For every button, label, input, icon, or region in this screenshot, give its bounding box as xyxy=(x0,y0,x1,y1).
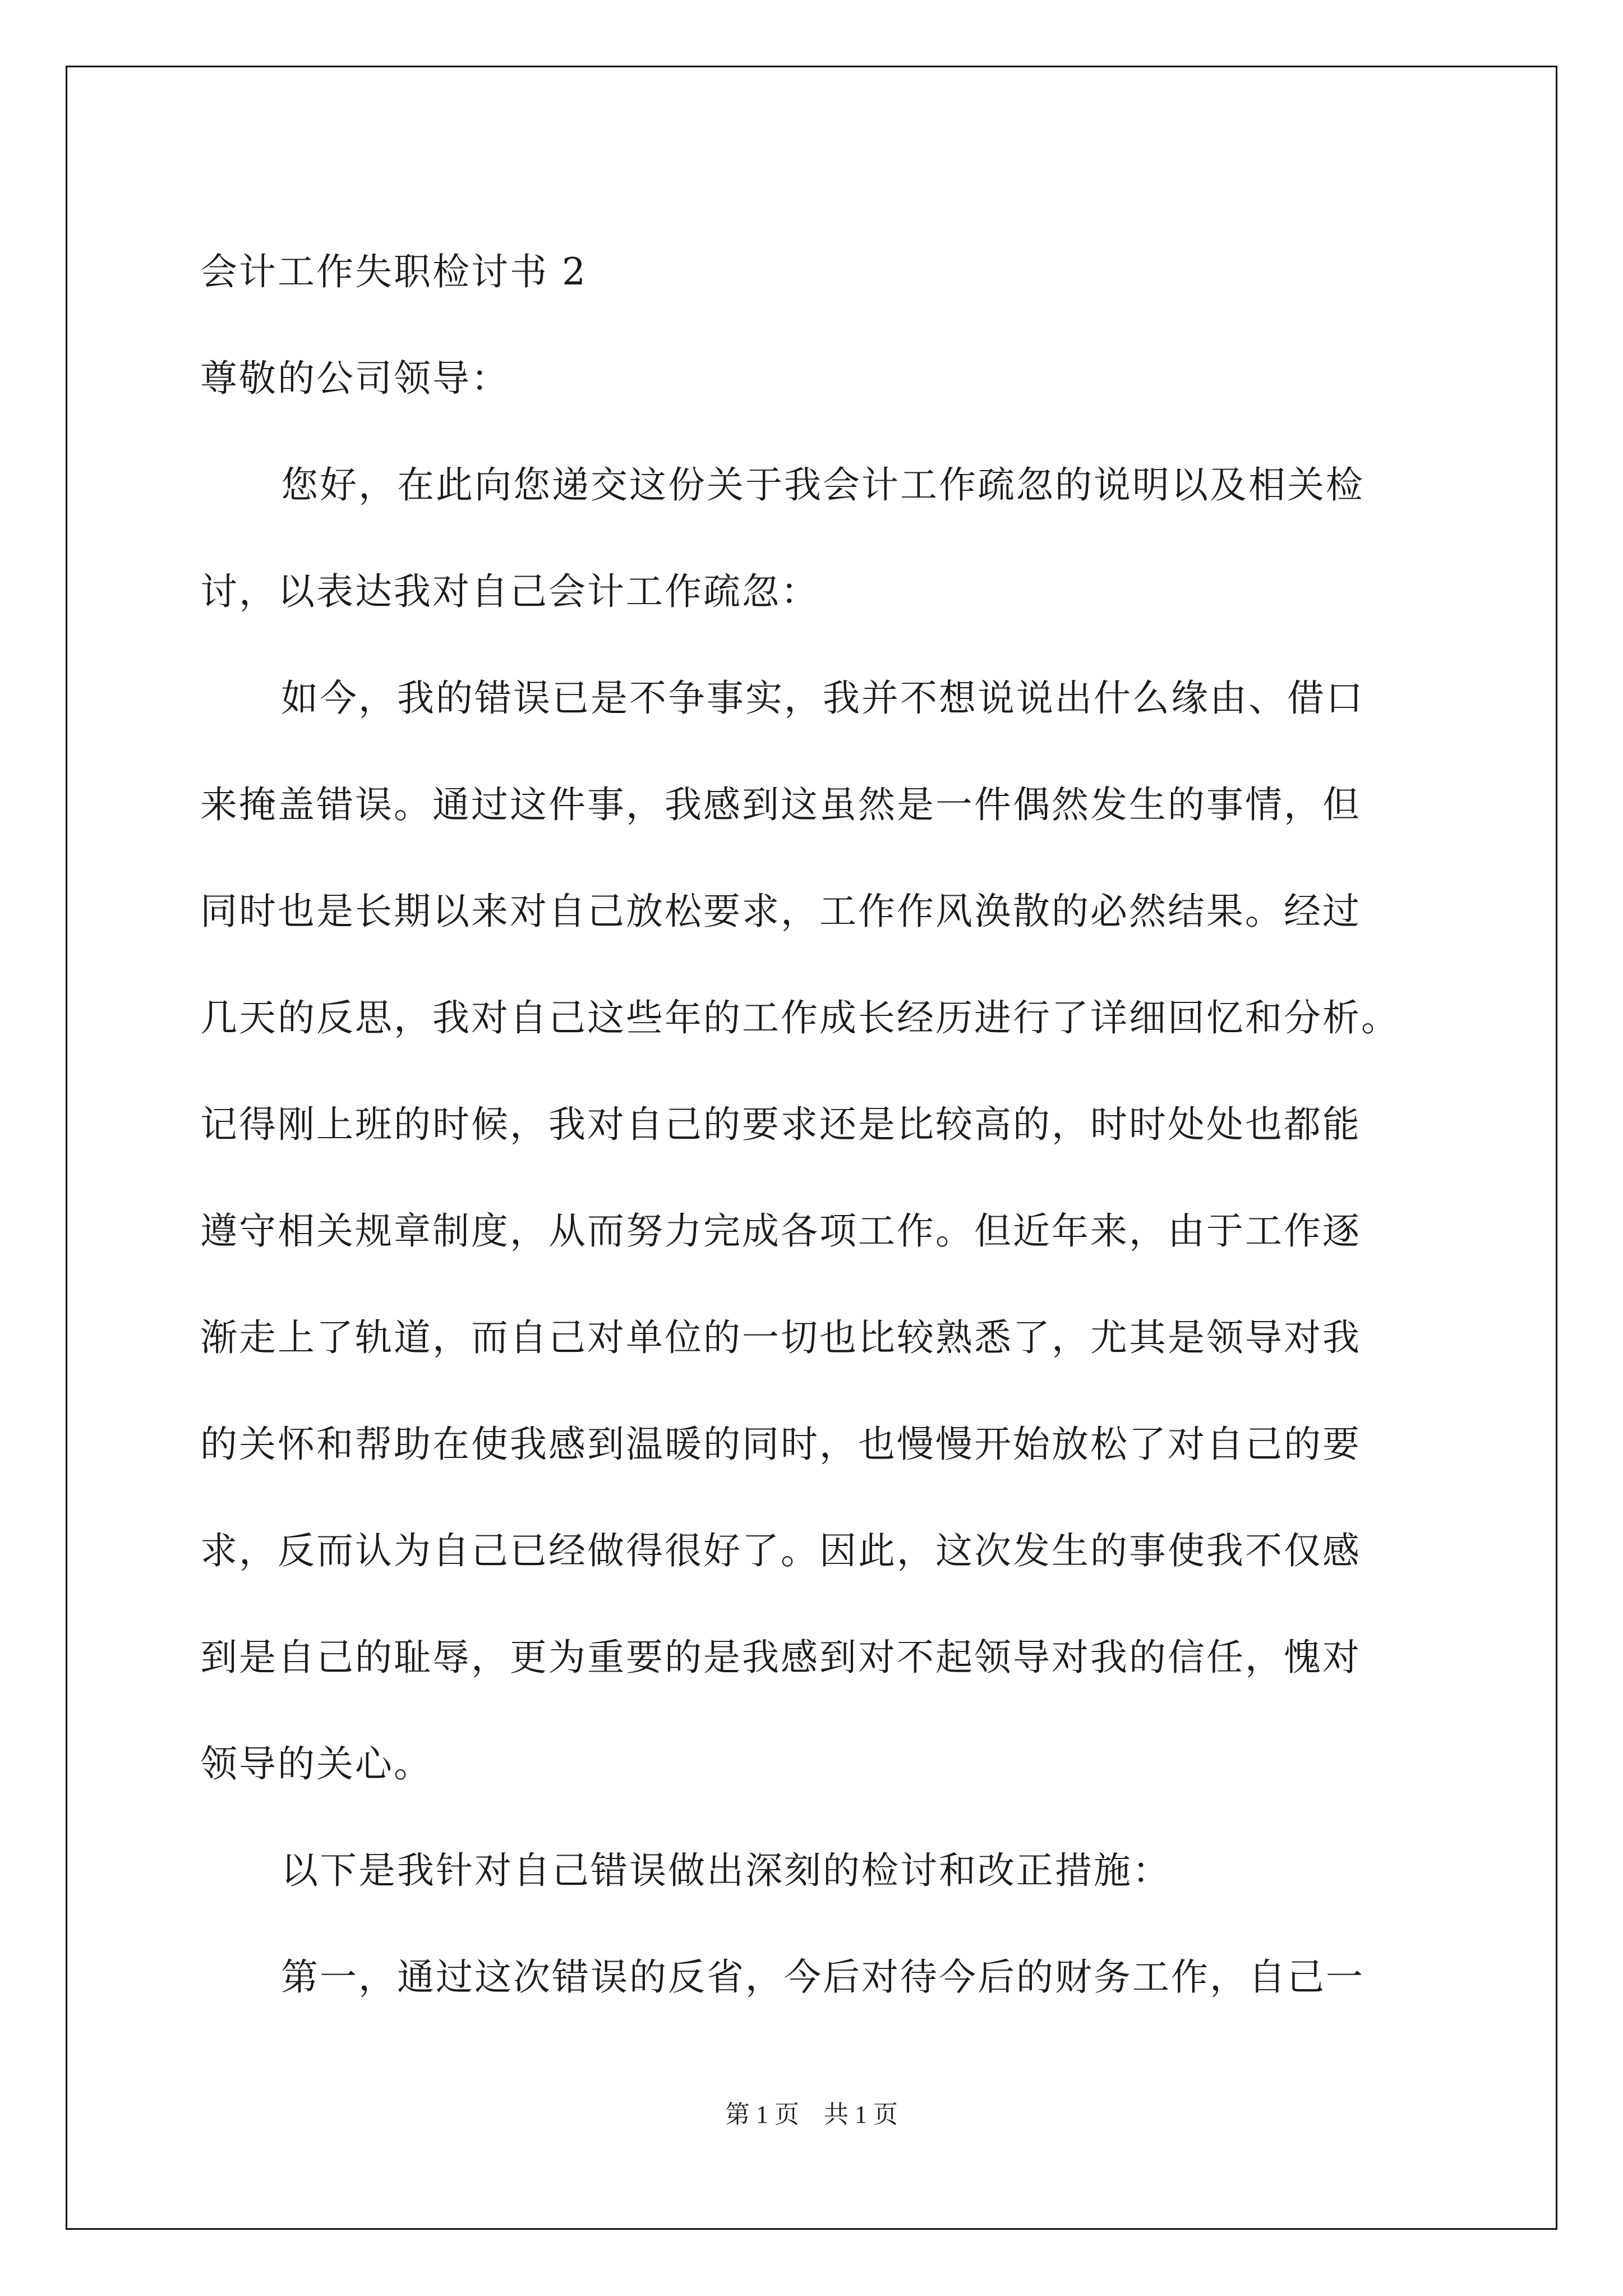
paragraph-line: 您好，在此向您递交这份关于我会计工作疏忽的说明以及相关检 xyxy=(281,463,1364,507)
salutation: 尊敬的公司领导： xyxy=(200,357,510,400)
paragraph-line: 如今，我的错误已是不争事实，我并不想说说出什么缘由、借口 xyxy=(281,677,1364,720)
page-number-footer: 第 1 页 共 1 页 xyxy=(725,2101,898,2128)
document-title: 会计工作失职检讨书 2 xyxy=(200,250,587,293)
paragraph-line: 几天的反思，我对自己这些年的工作成长经历进行了详细回忆和分析。 xyxy=(200,996,1400,1039)
paragraph-line: 以下是我针对自己错误做出深刻的检讨和改正措施： xyxy=(281,1849,1171,1892)
paragraph-line: 来掩盖错误。通过这件事，我感到这虽然是一件偶然发生的事情，但 xyxy=(200,783,1361,826)
paragraph-line: 第一，通过这次错误的反省，今后对待今后的财务工作，自己一 xyxy=(281,1955,1364,1999)
paragraph-line: 记得刚上班的时候，我对自己的要求还是比较高的，时时处处也都能 xyxy=(200,1103,1361,1146)
paragraph-line: 的关怀和帮助在使我感到温暖的同时，也慢慢开始放松了对自己的要 xyxy=(200,1423,1361,1466)
paragraph-line: 讨，以表达我对自己会计工作疏忽： xyxy=(200,570,819,613)
paragraph-line: 同时也是长期以来对自己放松要求，工作作风涣散的必然结果。经过 xyxy=(200,890,1361,933)
paragraph-line: 遵守相关规章制度，从而努力完成各项工作。但近年来，由于工作逐 xyxy=(200,1209,1361,1253)
paragraph-line: 到是自己的耻辱，更为重要的是我感到对不起领导对我的信任，愧对 xyxy=(200,1636,1361,1679)
paragraph-line: 领导的关心。 xyxy=(200,1742,432,1786)
document-body xyxy=(200,219,1456,2031)
paragraph-line: 求，反而认为自己已经做得很好了。因此，这次发生的事使我不仅感 xyxy=(200,1529,1361,1572)
paragraph-line: 渐走上了轨道，而自己对单位的一切也比较熟悉了，尤其是领导对我 xyxy=(200,1316,1361,1359)
